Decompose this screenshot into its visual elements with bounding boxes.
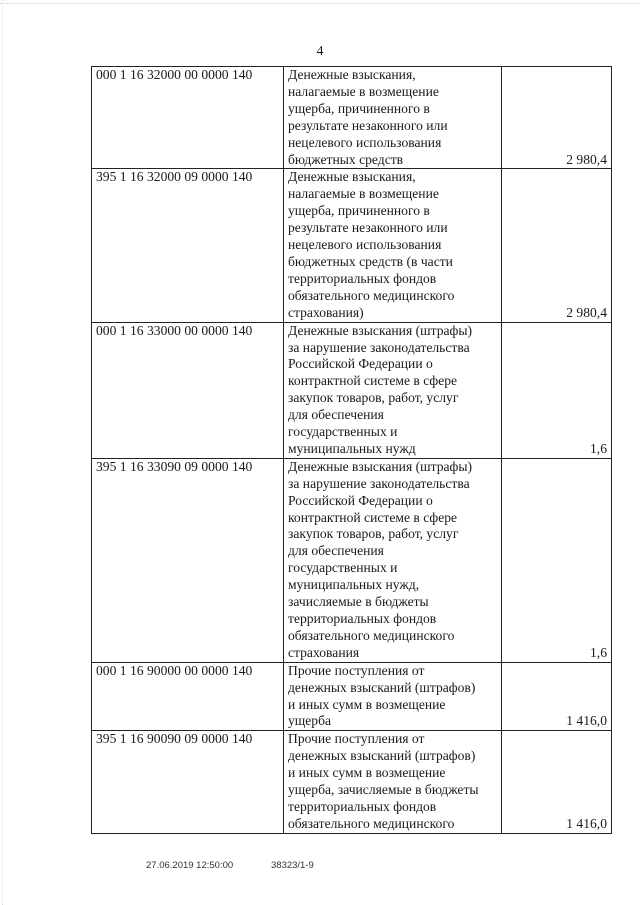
table-body <box>92 67 612 834</box>
table-row <box>92 458 612 662</box>
revenue-name-line: государственных и <box>288 424 398 440</box>
amount: 1,6 <box>502 322 612 458</box>
revenue-name-line: ущерба <box>288 713 332 729</box>
revenue-name-line: нецелевого использования <box>288 237 442 253</box>
revenue-name-line: закупок товаров, работ, услуг <box>288 390 459 406</box>
revenue-name-line: Денежные взыскания (штрафы) <box>288 322 473 338</box>
revenue-name-line: территориальных фондов <box>288 798 437 814</box>
revenue-name-line: Денежные взыскания (штрафы) <box>288 458 473 474</box>
table-row <box>92 731 612 833</box>
footer-date-time: 27.06.2019 12:50:00 <box>146 860 234 871</box>
budget-classification-code: 000 1 16 90000 00 0000 140 <box>92 662 284 731</box>
table-row <box>92 662 612 731</box>
revenue-name-line: результате незаконного или <box>288 220 448 236</box>
table-row <box>92 67 612 169</box>
revenue-name-line: для обеспечения <box>288 543 384 559</box>
revenue-name-line: обязательного медицинского <box>288 815 455 831</box>
amount: 1 416,0 <box>502 662 612 731</box>
revenue-name-line: Денежные взыскания, <box>288 169 416 185</box>
revenue-name-line: налагаемые в возмещение <box>288 83 439 99</box>
scan-edge-top <box>0 3 640 4</box>
table-row <box>92 322 612 458</box>
revenue-name-line: ущерба, причиненного в <box>288 203 430 219</box>
revenue-name <box>284 322 502 458</box>
revenue-name-line: муниципальных нужд <box>288 440 416 456</box>
revenue-name-line: контрактной системе в сфере <box>288 509 458 525</box>
revenue-name-line: для обеспечения <box>288 407 384 423</box>
revenue-name-line: бюджетных средств (в части <box>288 253 453 269</box>
revenue-name-line: контрактной системе в сфере <box>288 373 458 389</box>
revenue-name-line: Прочие поступления от <box>288 662 425 678</box>
revenue-name-line: и иных сумм в возмещение <box>288 696 446 712</box>
budget-classification-code: 000 1 16 32000 00 0000 140 <box>92 67 284 169</box>
revenue-name-line: и иных сумм в возмещение <box>288 765 446 781</box>
revenue-name-line: закупок товаров, работ, услуг <box>288 526 459 542</box>
amount: 1,6 <box>502 458 612 662</box>
revenue-name-line: обязательного медицинского <box>288 287 455 303</box>
revenue-name <box>284 458 502 662</box>
revenue-name-line: муниципальных нужд, <box>288 577 420 593</box>
budget-classification-code: 395 1 16 90090 09 0000 140 <box>92 731 284 833</box>
amount: 1 416,0 <box>502 731 612 833</box>
revenue-name-line: нецелевого использования <box>288 134 442 150</box>
revenue-name <box>284 662 502 731</box>
budget-revenue-table <box>91 66 612 834</box>
revenue-name-line: зачисляемые в бюджеты <box>288 594 429 610</box>
revenue-name-line: за нарушение законодательства <box>288 475 470 491</box>
revenue-name-line: результате незаконного или <box>288 117 448 133</box>
revenue-name-line: денежных взысканий (штрафов) <box>288 679 476 695</box>
revenue-name-line: страхования) <box>288 304 364 320</box>
revenue-name-line: страхования <box>288 644 360 660</box>
revenue-name-line: ущерба, зачисляемые в бюджеты <box>288 782 479 798</box>
budget-classification-code: 000 1 16 33000 00 0000 140 <box>92 322 284 458</box>
revenue-name <box>284 731 502 833</box>
revenue-name-line: обязательного медицинского <box>288 627 455 643</box>
revenue-name-line: Денежные взыскания, <box>288 67 416 82</box>
footer-doc-number: 38323/1-9 <box>271 860 314 871</box>
revenue-name-line: денежных взысканий (штрафов) <box>288 748 476 764</box>
budget-classification-code: 395 1 16 33090 09 0000 140 <box>92 458 284 662</box>
revenue-name-line: ущерба, причиненного в <box>288 100 430 116</box>
revenue-name-line: Прочие поступления от <box>288 731 425 747</box>
revenue-name-line: бюджетных средств <box>288 151 404 167</box>
revenue-name-line: налагаемые в возмещение <box>288 186 439 202</box>
amount: 2 980,4 <box>502 67 612 169</box>
revenue-name-line: территориальных фондов <box>288 611 437 626</box>
scan-edge-left <box>2 0 3 905</box>
revenue-name-line: Российской Федерации о <box>288 492 433 508</box>
page-number: 4 <box>316 44 324 59</box>
revenue-name <box>284 169 502 322</box>
revenue-name-line: государственных и <box>288 560 398 576</box>
budget-classification-code: 395 1 16 32000 09 0000 140 <box>92 169 284 322</box>
amount: 2 980,4 <box>502 169 612 322</box>
revenue-name-line: за нарушение законодательства <box>288 339 470 355</box>
table-row <box>92 169 612 322</box>
revenue-name <box>284 67 502 169</box>
revenue-name-line: территориальных фондов <box>288 270 437 286</box>
revenue-name-line: Российской Федерации о <box>288 356 433 372</box>
